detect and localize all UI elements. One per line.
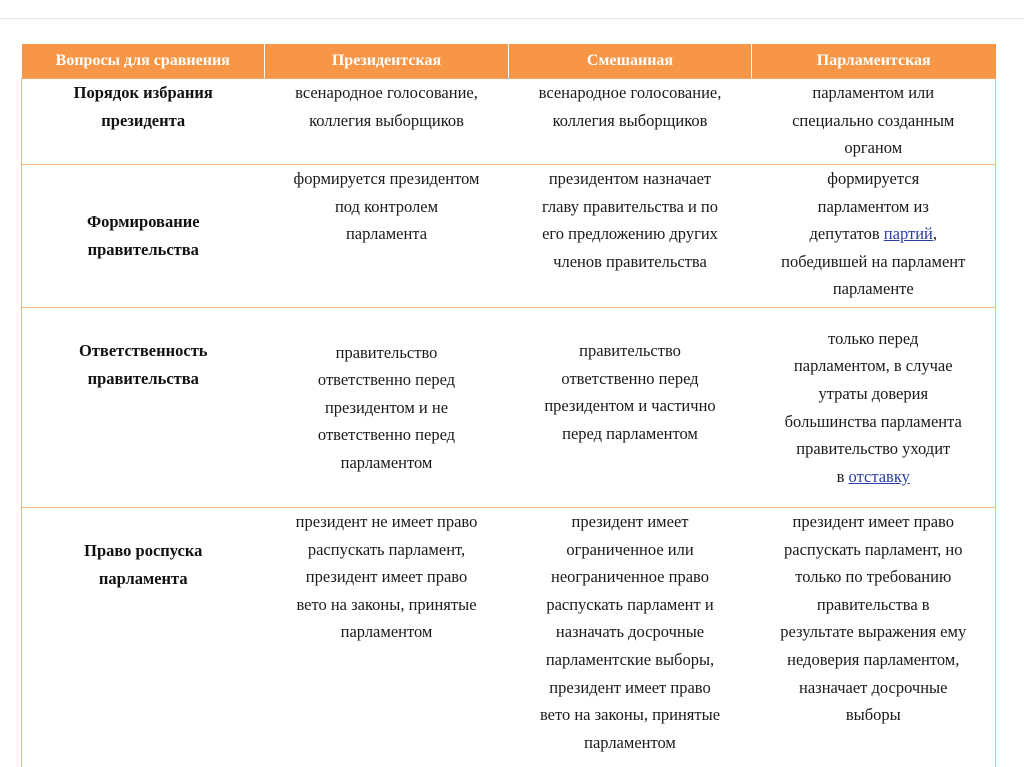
cell-line: президентом и не [324, 397, 449, 417]
cell-line: назначает досрочные [799, 677, 948, 697]
cell-line: президент не имеет право [295, 512, 478, 531]
row-label [22, 165, 265, 308]
cell-line: парламенте [832, 279, 914, 299]
row-label [22, 508, 265, 767]
cell-line: неограниченное право [551, 567, 709, 587]
cell-line: вето на законы, принятые [539, 705, 721, 725]
header-parliamentary: Парламентская [752, 44, 996, 79]
cell-line: вето на законы, принятые [296, 594, 477, 614]
cell-line: распускать парламент, [307, 539, 466, 559]
cell-line: недоверия парламентом, [787, 649, 960, 669]
cell-line: президентом и частично [544, 396, 716, 416]
parliamentary-cell [752, 308, 996, 508]
row-label [22, 79, 265, 165]
presidential-cell [265, 508, 509, 767]
cell-line: большинства парламента [784, 411, 962, 431]
cell-line: утраты доверия [818, 383, 929, 403]
cell-line: членов правительства [553, 251, 707, 271]
row-label-line: правительства [87, 240, 199, 259]
presidential-cell [265, 79, 509, 165]
cell-line: президент имеет право [305, 567, 468, 587]
cell-line: ограниченное или [566, 539, 694, 559]
cell-text: , [932, 224, 937, 244]
cell-line: специально созданным [792, 110, 955, 130]
cell-line: органом [844, 138, 903, 158]
cell-line: победившей на парламент [781, 251, 966, 271]
row-label [22, 308, 265, 508]
parties-link[interactable]: партий [883, 224, 933, 244]
parliamentary-cell [752, 508, 996, 767]
cell-line: формируется [827, 169, 920, 188]
cell-line-with-link [758, 220, 990, 248]
cell-line: назначать досрочные [555, 622, 705, 642]
cell-line-with-link [758, 463, 990, 491]
cell-text: в [836, 466, 849, 486]
mixed-cell [509, 308, 752, 508]
cell-line: президент имеет право [549, 677, 711, 697]
cell-line: всенародное голосование, [295, 83, 478, 102]
row-label-line: президента [101, 110, 186, 130]
row-label-line: правительства [87, 368, 199, 388]
mixed-cell [509, 508, 752, 767]
cell-line: результате выражения ему [780, 622, 967, 642]
cell-line: парламентом из [817, 196, 929, 216]
parliamentary-cell [752, 165, 996, 308]
row-label-line: Ответственность [78, 341, 208, 360]
cell-line: главу правительства и по [542, 196, 718, 216]
cell-text: депутатов [809, 224, 884, 244]
cell-line: только перед [828, 328, 919, 348]
mixed-cell [509, 165, 752, 308]
cell-line: формируется президентом [293, 169, 480, 188]
presidential-cell [265, 308, 509, 508]
cell-line: распускать парламент, но [784, 539, 963, 559]
cell-line: парламентские выборы, [545, 649, 715, 669]
cell-line: выборы [845, 705, 901, 725]
cell-line: правительства в [816, 594, 930, 614]
cell-line: парламентом [340, 622, 433, 642]
cell-line: президент имеет [571, 512, 689, 531]
cell-line: парламентом, в случае [793, 356, 953, 376]
cell-line: президент имеет право [792, 512, 954, 531]
header-mixed: Смешанная [509, 44, 752, 79]
cell-line: распускать парламент и [546, 594, 714, 614]
header-questions: Вопросы для сравнения [22, 44, 265, 79]
row-label-line: Право роспуска [84, 541, 203, 560]
cell-line: перед парламентом [562, 423, 698, 443]
cell-line: коллегия выборщиков [552, 110, 708, 130]
resignation-link[interactable]: отставку [848, 466, 910, 486]
comparison-table [21, 44, 996, 767]
cell-line: ответственно перед [561, 368, 699, 388]
table-row [22, 308, 996, 508]
row-label-line: парламента [98, 568, 188, 588]
cell-line: его предложению других [542, 224, 718, 244]
mixed-cell [509, 79, 752, 165]
table-row [22, 79, 996, 165]
cell-line: правительство [579, 341, 681, 360]
cell-line: всенародное голосование, [538, 83, 722, 102]
cell-line: парламента [345, 224, 428, 244]
row-label-line: Формирование [86, 212, 200, 232]
cell-line: президентом назначает [548, 169, 712, 188]
header-presidential: Президентская [265, 44, 509, 79]
top-divider [0, 18, 1024, 19]
cell-line: парламентом или [812, 83, 935, 102]
row-label-line: Порядок избрания [73, 83, 213, 102]
cell-line: ответственно перед [317, 370, 456, 390]
parliamentary-cell [752, 79, 996, 165]
cell-line: правительство [335, 342, 438, 362]
cell-line: под контролем [334, 196, 439, 216]
table-row [22, 508, 996, 767]
cell-line: только по требованию [795, 567, 952, 587]
table-row [22, 165, 996, 308]
cell-line: парламентом [584, 732, 676, 752]
presidential-cell [265, 165, 509, 308]
header-row [22, 44, 996, 79]
cell-line: ответственно перед [317, 425, 456, 445]
cell-line: правительство уходит [796, 439, 951, 459]
cell-line: парламентом [340, 452, 433, 472]
cell-line: коллегия выборщиков [309, 110, 464, 130]
